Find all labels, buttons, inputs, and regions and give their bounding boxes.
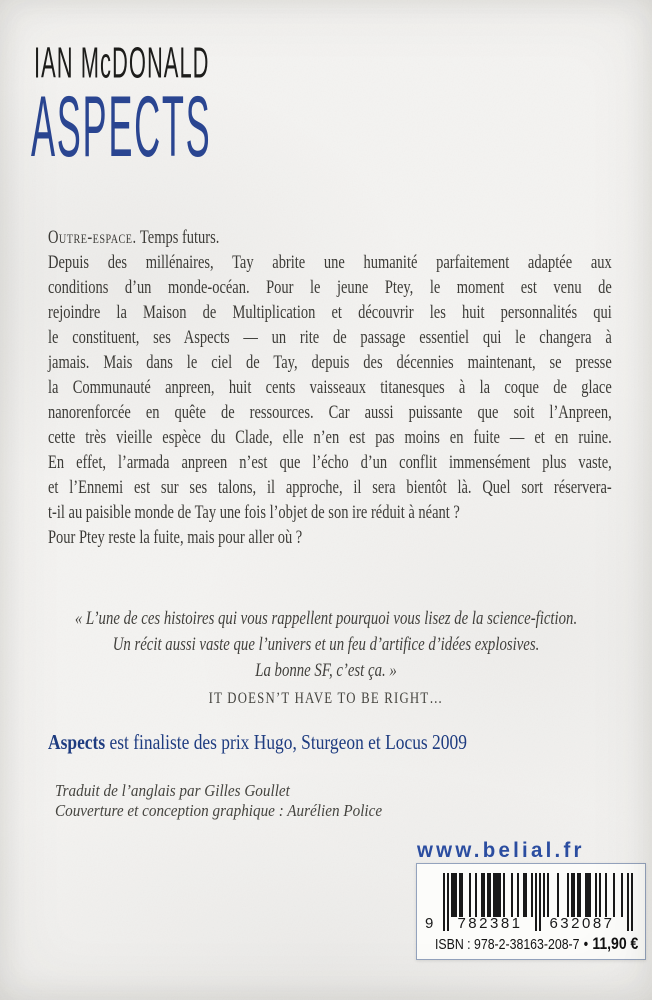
synopsis	[48, 226, 612, 551]
synopsis-line: le constituent, ses Aspects — un rite de passage essentiel qui le changera à	[48, 328, 612, 348]
quote-line: La bonne SF, c’est ça. »	[255, 661, 397, 681]
isbn-label: ISBN : 978-2-38163-208-7	[434, 937, 580, 953]
award-book-title: Aspects	[48, 730, 106, 754]
quote-source: IT DOESN’T HAVE TO BE RIGHT…	[208, 690, 444, 707]
price-label: 11,90 €	[592, 935, 639, 953]
synopsis-line: cette très vieille espèce du Clade, elle n’en est pas moins en fuite — et en ruine.	[48, 428, 612, 448]
synopsis-lead-rest: Temps futurs.	[136, 228, 220, 248]
synopsis-line: t-il au paisible monde de Tay une fois l’objet de son ire réduit à néant ?	[48, 503, 460, 523]
separator-dot: •	[583, 937, 589, 953]
author-name: IAN McDONALD	[34, 38, 210, 88]
synopsis-line	[48, 226, 612, 251]
award-line	[48, 730, 467, 755]
synopsis-line: rejoindre la Maison de Multiplication et découvrir les huit personnalités qui	[48, 303, 612, 323]
translator-credit: Traduit de l’anglais par Gilles Goullet	[55, 781, 290, 800]
barcode-digit-first: 9	[425, 915, 434, 932]
synopsis-line: et l’Ennemi est sur ses talons, il approche, il sera bientôt là. Quel sort réservera-	[48, 478, 612, 498]
barcode-digits-left: 782381	[457, 915, 523, 932]
synopsis-line: Depuis des millénaires, Tay abrite une humanité parfaitement adaptée aux	[48, 253, 612, 273]
review-quote	[46, 606, 606, 712]
synopsis-line: conditions d’un monde-océan. Pour le jeune Ptey, le moment est venu de	[48, 278, 612, 298]
isbn-price-row	[417, 935, 645, 954]
footer-block	[416, 840, 646, 960]
barcode-digits-right: 632087	[549, 915, 615, 932]
synopsis-line: la Communauté anpreen, huit cents vaisseaux titanesques à la coque de glace	[48, 378, 612, 398]
quote-line: « L’une de ces histoires qui vous rappellent pourquoi vous lisez de la science-fiction.	[74, 609, 578, 629]
book-title: ASPECTS	[31, 79, 212, 175]
synopsis-line: Pour Ptey reste la fuite, mais pour aller où ?	[48, 528, 303, 548]
synopsis-line: jamais. Mais dans le ciel de Tay, depuis des décennies maintenant, se presse	[48, 353, 612, 373]
publisher-website: www.belial.fr	[417, 838, 585, 862]
synopsis-lead: Outre-espace.	[48, 228, 137, 248]
synopsis-line: En effet, l’armada anpreen n’est que l’écho d’un conflit immensément plus vaste,	[48, 453, 612, 473]
barcode-box	[416, 863, 646, 960]
quote-line: Un récit aussi vaste que l’univers et un feu d’artifice d’idées explosives.	[112, 635, 540, 655]
cover-design-credit: Couverture et conception graphique : Aurélien Police	[55, 800, 383, 820]
synopsis-line: nanorenforcée en quête de ressources. Car aussi puissante que soit l’Anpreen,	[48, 403, 612, 423]
award-text: est finaliste des prix Hugo, Sturgeon et Locus 2009	[105, 730, 467, 754]
credits	[55, 781, 382, 820]
